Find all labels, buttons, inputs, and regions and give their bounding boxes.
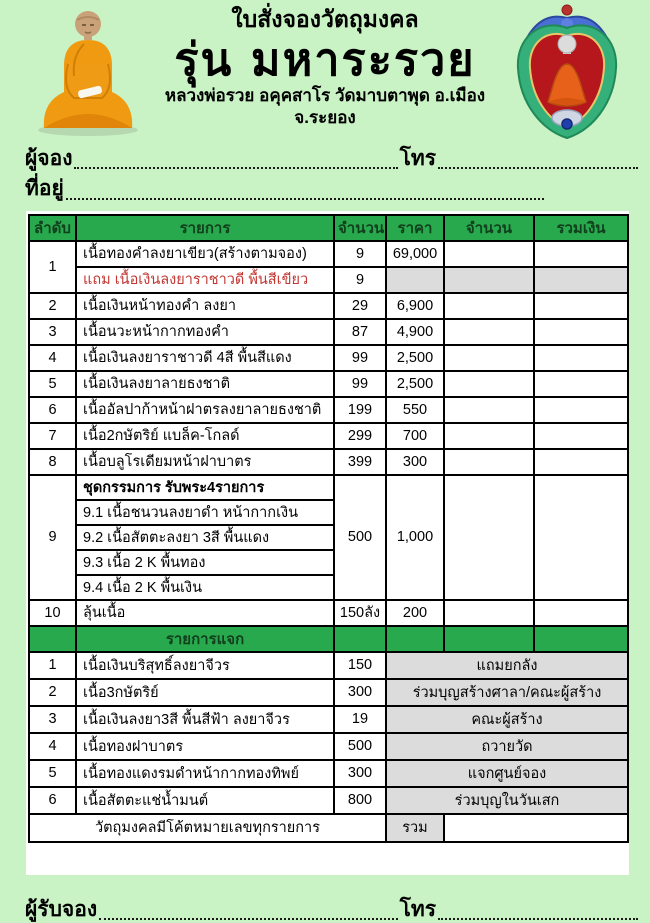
item-name-cell: เนื้อเงินลงยาลายธงชาติ	[76, 371, 334, 397]
orderer-field[interactable]	[74, 149, 397, 169]
item-name-cell: เนื้อทองคำลงยาเขียว(สร้างตามจอง)	[76, 241, 334, 267]
giveaway-row	[29, 652, 628, 679]
qty-cell: 399	[334, 449, 386, 475]
order-no-cell: 6	[29, 787, 76, 814]
series-title: รุ่น มหาระรวย	[174, 32, 476, 86]
item-name-cell: เนื้ออัลปาก้าหน้าฝาตรลงยาลายธงชาติ	[76, 397, 334, 423]
table-row-promo	[29, 267, 628, 293]
item-name-cell: เนื้อเงินลงยาราชาวดี 4สี พื้นสีแดง	[76, 345, 334, 371]
fill-qty-cell[interactable]	[444, 600, 534, 626]
grand-total-cell[interactable]	[444, 814, 628, 842]
order-no-cell: 7	[29, 423, 76, 449]
order-no-cell: 3	[29, 319, 76, 345]
price-cell: 300	[386, 449, 444, 475]
receiver-phone-label: โทร	[399, 897, 436, 921]
qty-cell: 299	[334, 423, 386, 449]
giveaway-note-cell: ร่วมบุญในวันเสก	[386, 787, 628, 814]
blocked-price-cell	[386, 267, 444, 293]
table-row	[29, 397, 628, 423]
item-name-cell: ลุ้นเนื้อ	[76, 600, 334, 626]
qty-cell: 87	[334, 319, 386, 345]
giveaway-row	[29, 733, 628, 760]
fill-qty-cell[interactable]	[444, 475, 534, 600]
table-header-row	[29, 215, 628, 241]
item-name-cell: เนื้อทองฝาบาตร	[76, 733, 334, 760]
total-label-cell: รวม	[386, 814, 444, 842]
item-name-cell: 9.4 เนื้อ 2 K พื้นเงิน	[76, 575, 334, 600]
address-line	[25, 176, 640, 202]
order-no-cell: 4	[29, 733, 76, 760]
order-no-cell: 1	[29, 241, 76, 293]
blocked-total-cell	[534, 267, 628, 293]
giveaway-row	[29, 787, 628, 814]
qty-cell: 800	[334, 787, 386, 814]
fill-qty-cell[interactable]	[444, 241, 534, 267]
order-sheet	[26, 211, 629, 875]
order-table	[28, 214, 629, 843]
price-cell: 200	[386, 600, 444, 626]
col-header-qty: จำนวน	[334, 215, 386, 241]
col-header-total: รวมเงิน	[534, 215, 628, 241]
table-row	[29, 600, 628, 626]
divider-cell	[334, 626, 386, 652]
fill-total-cell[interactable]	[534, 371, 628, 397]
item-name-cell: แถม เนื้อเงินลงยาราชาวดี พื้นสีเขียว	[76, 267, 334, 293]
fill-total-cell[interactable]	[534, 345, 628, 371]
item-name-cell: เนื้อ3กษัตริย์	[76, 679, 334, 706]
order-no-cell: 2	[29, 293, 76, 319]
order-no-cell: 3	[29, 706, 76, 733]
fill-total-cell[interactable]	[534, 241, 628, 267]
fill-total-cell[interactable]	[534, 293, 628, 319]
order-no-cell: 9	[29, 475, 76, 600]
col-header-price: ราคา	[386, 215, 444, 241]
item-name-cell: เนื้อเงินบริสุทธิ์ลงยาจีวร	[76, 652, 334, 679]
price-cell: 2,500	[386, 345, 444, 371]
qty-cell: 9	[334, 267, 386, 293]
price-cell: 1,000	[386, 475, 444, 600]
table-footer-row	[29, 814, 628, 842]
form-header	[0, 0, 650, 142]
order-no-cell: 6	[29, 397, 76, 423]
orderer-phone-field[interactable]	[438, 149, 638, 169]
divider-cell	[386, 626, 444, 652]
giveaway-note-cell: แถมยกลัง	[386, 652, 628, 679]
page-title: ใบสั่งจองวัตถุมงคล	[231, 6, 419, 32]
temple-subtitle: หลวงพ่อรวย อคุคสาโร วัดมาบตาพุด อ.เมือง จ.ระยอง	[164, 86, 486, 128]
receiver-field[interactable]	[99, 900, 398, 920]
fill-total-cell[interactable]	[534, 423, 628, 449]
item-name-cell: 9.3 เนื้อ 2 K พื้นทอง	[76, 550, 334, 575]
giveaway-note-cell: ร่วมบุญสร้างศาลา/คณะผู้สร้าง	[386, 679, 628, 706]
table-row	[29, 449, 628, 475]
order-no-cell: 1	[29, 652, 76, 679]
item-name-cell: เนื้อสัตตะแช่น้ำมนต์	[76, 787, 334, 814]
price-cell: 6,900	[386, 293, 444, 319]
table-row	[29, 423, 628, 449]
item-name-cell: เนื้อนวะหน้ากากทองคำ	[76, 319, 334, 345]
giveaway-section-label: รายการแจก	[76, 626, 334, 652]
fill-qty-cell[interactable]	[444, 345, 534, 371]
price-cell: 69,000	[386, 241, 444, 267]
table-row-group9	[29, 475, 628, 500]
order-no-cell: 5	[29, 760, 76, 787]
qty-cell: 500	[334, 475, 386, 600]
fill-qty-cell[interactable]	[444, 397, 534, 423]
table-row	[29, 371, 628, 397]
monk-photo	[28, 4, 148, 138]
giveaway-note-cell: ถวายวัด	[386, 733, 628, 760]
fill-qty-cell[interactable]	[444, 423, 534, 449]
giveaway-note-cell: แจกศูนย์จอง	[386, 760, 628, 787]
qty-cell: 300	[334, 760, 386, 787]
giveaway-note-cell: คณะผู้สร้าง	[386, 706, 628, 733]
address-label: ที่อยู่	[25, 177, 64, 201]
item-name-cell: เนื้อ2กษัตริย์ แบล็ค-โกลด์	[76, 423, 334, 449]
item-name-cell: ชุดกรรมการ รับพระ4รายการ	[76, 475, 334, 500]
qty-cell: 500	[334, 733, 386, 760]
qty-cell: 150ลัง	[334, 600, 386, 626]
fill-qty-cell[interactable]	[444, 293, 534, 319]
col-header-no: ลำดับ	[29, 215, 76, 241]
item-name-cell: 9.1 เนื้อชนวนลงยาดำ หน้ากากเงิน	[76, 500, 334, 525]
order-no-cell: 10	[29, 600, 76, 626]
item-name-cell: เนื้อบลูโรเดียมหน้าฝาบาตร	[76, 449, 334, 475]
table-row	[29, 293, 628, 319]
item-name-cell: เนื้อทองแดงรมดำหน้ากากทองทิพย์	[76, 760, 334, 787]
orderer-label: ผู้จอง	[25, 147, 73, 170]
divider-cell	[29, 626, 76, 652]
order-no-cell: 5	[29, 371, 76, 397]
qty-cell: 199	[334, 397, 386, 423]
giveaway-row	[29, 760, 628, 787]
receiver-phone-field[interactable]	[438, 900, 638, 920]
table-row	[29, 241, 628, 267]
fill-total-cell[interactable]	[534, 319, 628, 345]
giveaway-row	[29, 706, 628, 733]
qty-cell: 99	[334, 345, 386, 371]
blocked-qty-cell	[444, 267, 534, 293]
price-cell: 4,900	[386, 319, 444, 345]
price-cell: 550	[386, 397, 444, 423]
amulet-image	[504, 2, 630, 142]
col-header-item: รายการ	[76, 215, 334, 241]
orderer-line	[25, 146, 640, 172]
table-row	[29, 345, 628, 371]
orderer-phone-label: โทร	[399, 147, 436, 170]
qty-cell: 150	[334, 652, 386, 679]
qty-cell: 99	[334, 371, 386, 397]
item-name-cell: 9.2 เนื้อสัตตะลงยา 3สี พื้นแดง	[76, 525, 334, 550]
giveaway-row	[29, 679, 628, 706]
fill-total-cell[interactable]	[534, 600, 628, 626]
address-field[interactable]	[66, 180, 544, 200]
qty-cell: 19	[334, 706, 386, 733]
fill-qty-cell[interactable]	[444, 449, 534, 475]
col-header-order-qty: จำนวน	[444, 215, 534, 241]
qty-cell: 9	[334, 241, 386, 267]
fill-qty-cell[interactable]	[444, 371, 534, 397]
table-row	[29, 319, 628, 345]
fill-total-cell[interactable]	[534, 397, 628, 423]
receiver-label: ผู้รับจอง	[25, 897, 98, 921]
fill-total-cell[interactable]	[534, 475, 628, 600]
divider-cell	[534, 626, 628, 652]
item-name-cell: เนื้อเงินหน้าทองคำ ลงยา	[76, 293, 334, 319]
price-cell: 2,500	[386, 371, 444, 397]
giveaway-section-header	[29, 626, 628, 652]
order-no-cell: 4	[29, 345, 76, 371]
fill-qty-cell[interactable]	[444, 319, 534, 345]
price-cell: 700	[386, 423, 444, 449]
divider-cell	[444, 626, 534, 652]
code-note-cell: วัตถุมงคลมีโค้ตหมายเลขทุกรายการ	[29, 814, 386, 842]
fill-total-cell[interactable]	[534, 449, 628, 475]
qty-cell: 29	[334, 293, 386, 319]
item-name-cell: เนื้อเงินลงยา3สี พื้นสีฟ้า ลงยาจีวร	[76, 706, 334, 733]
qty-cell: 300	[334, 679, 386, 706]
order-no-cell: 2	[29, 679, 76, 706]
order-no-cell: 8	[29, 449, 76, 475]
